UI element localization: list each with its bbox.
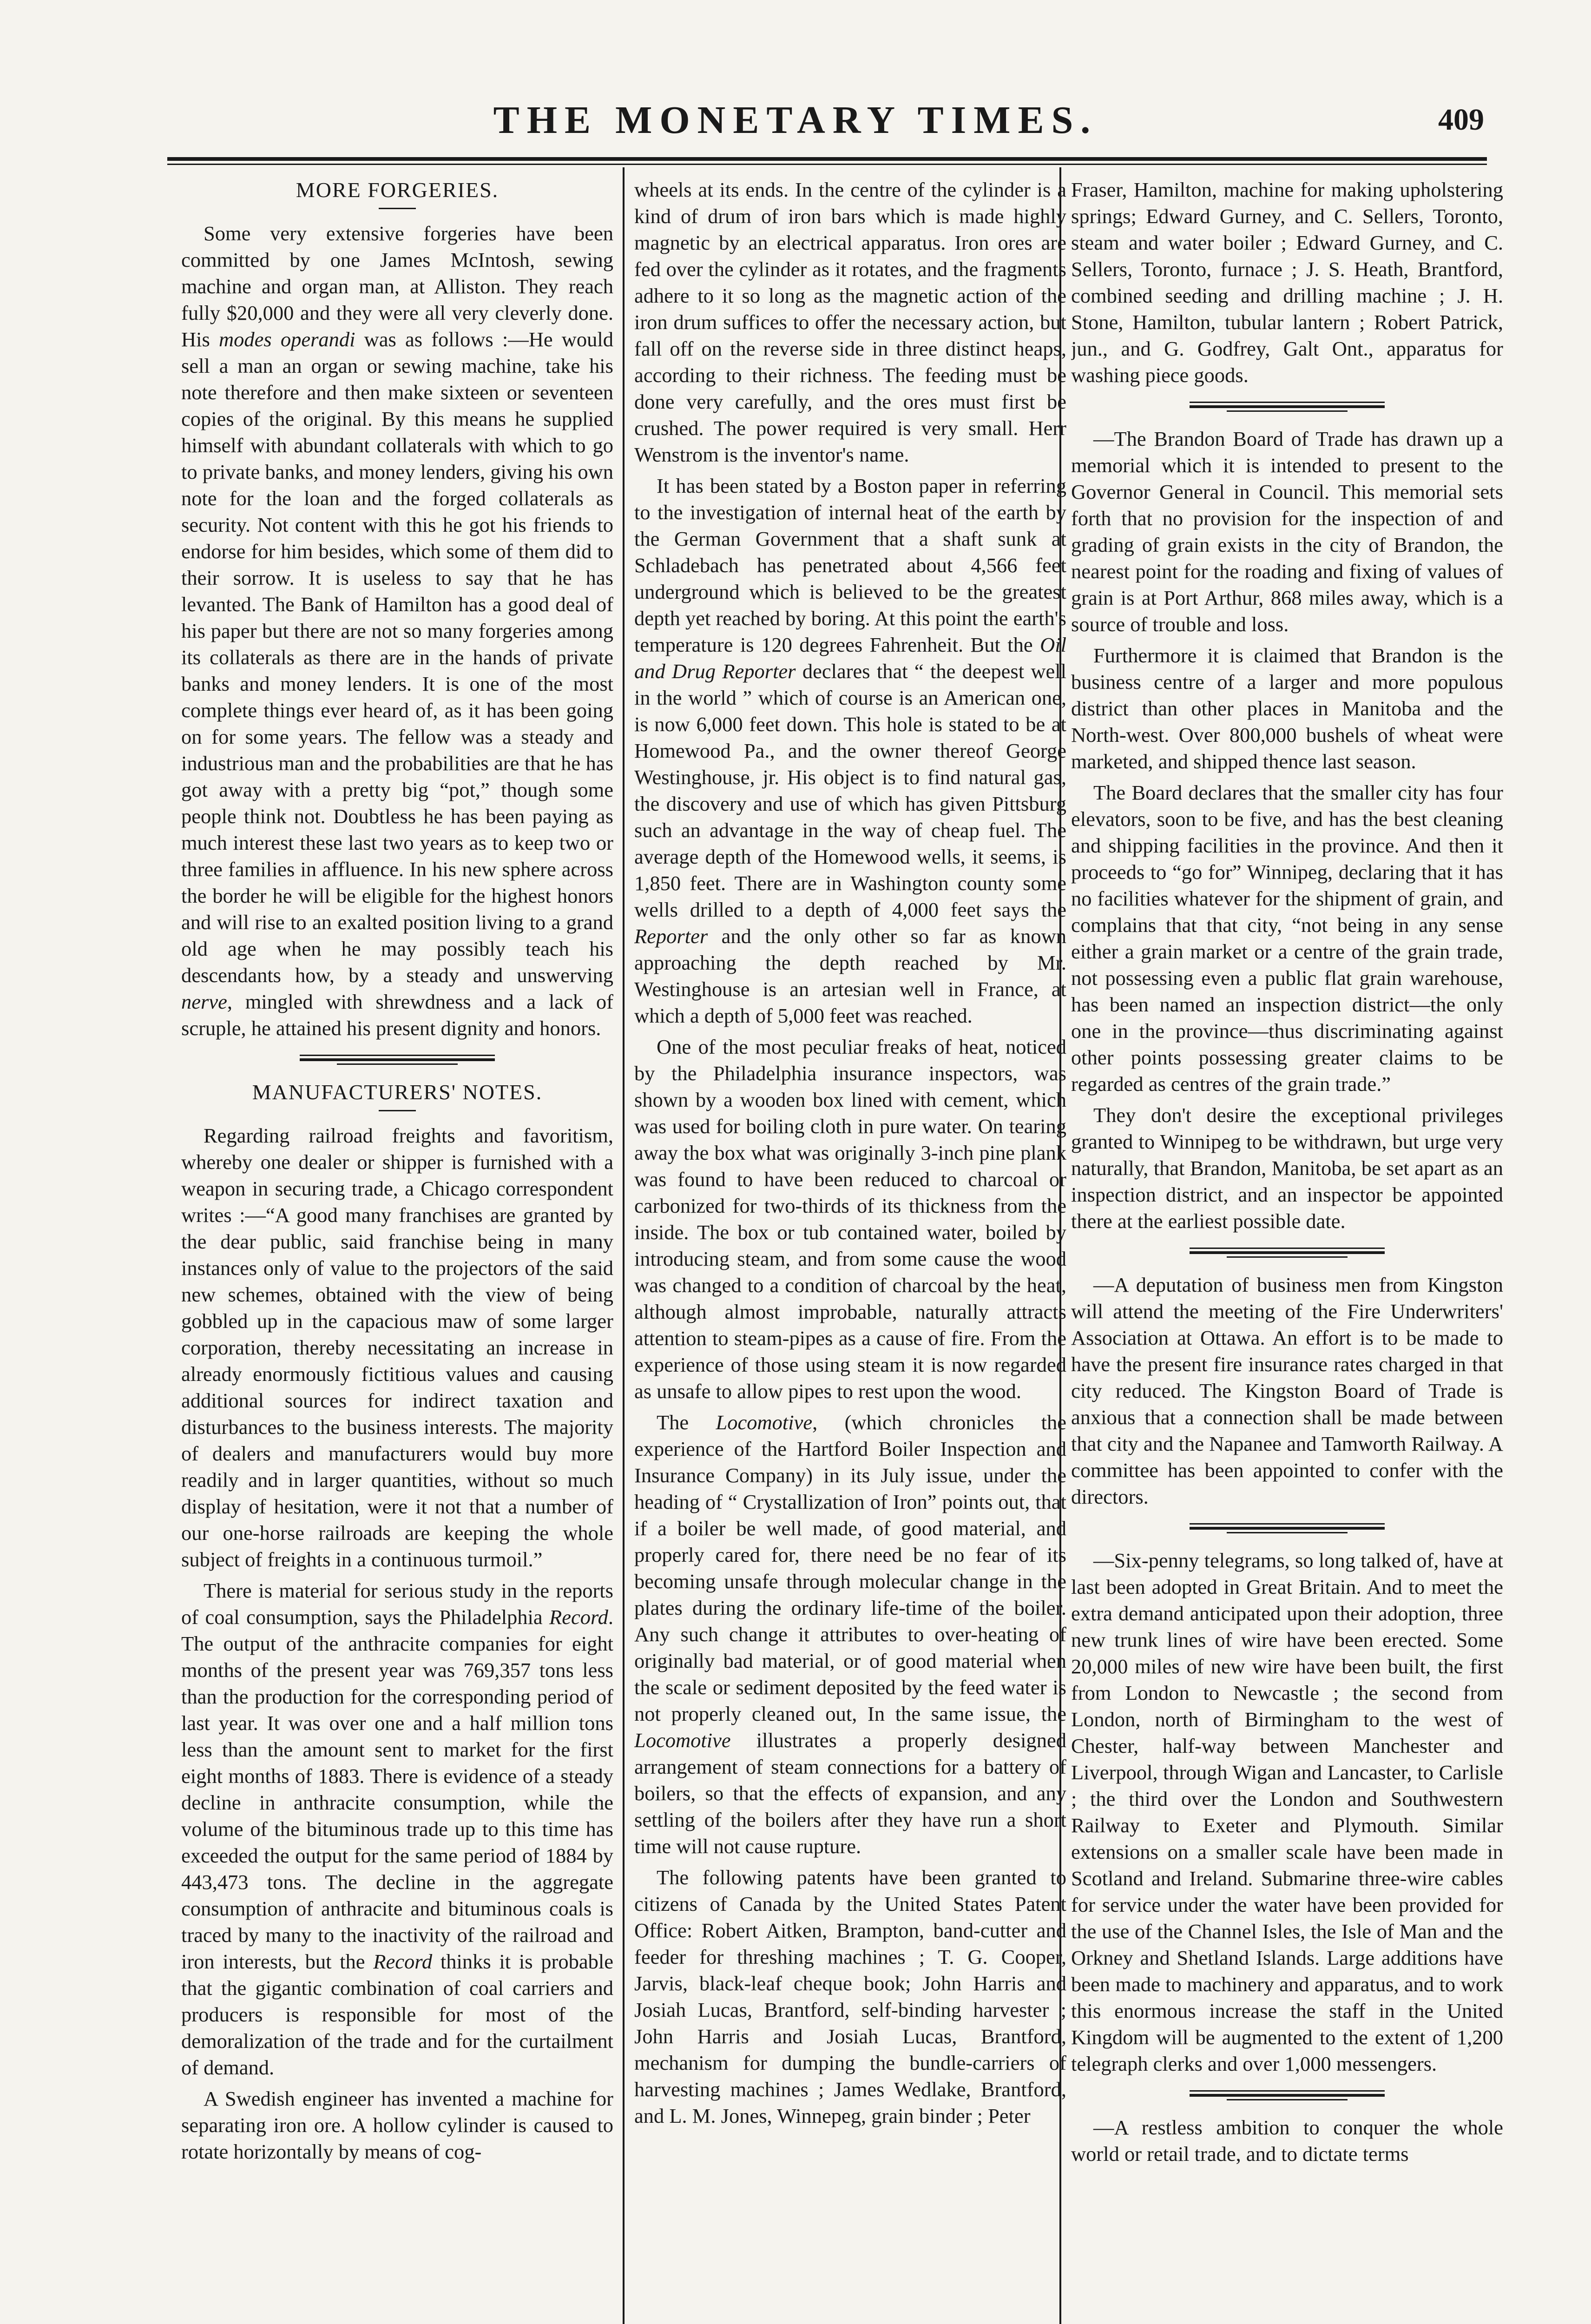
section-divider: [1190, 1523, 1385, 1533]
section-divider: [1190, 2090, 1385, 2100]
article-paragraph: The Locomotive, (which chronicles the experience of the Hartford Boiler Inspection and Insurance Company) in its July issue, under the heading of “ Crystallization of Iron” points out, that if a boiler be well made, of good material, and properly cared for, there need be no fear of its becoming unsafe through molecular change in the plates during the ordinary life-time of the boiler. Any such change it attributes to over-heating of originally bad material, or of good material when the scale or sediment deposited by the feed water is not properly cleaned out, In the same issue, the Locomotive illustrates a properly designed arrangement of steam connections for a battery of boilers, so that the effects of expansion, and any settling of the boilers after they have run a short time will not cause rupture.: [634, 1411, 1066, 1858]
column-1: [181, 177, 613, 2315]
section-divider: [1190, 402, 1385, 412]
column-2: [634, 177, 1066, 2315]
article-paragraph: There is material for serious study in the reports of coal consumption, says the Philadelphia Record. The output of the anthracite companies for eight months of the present year was 769,357 tons less than the production for the corresponding period of last year. It was over one and a half million tons less than the amount sent to market for the first eight months of 1883. There is evidence of a steady decline in anthracite consumption, while the volume of the bituminous trade up to this time has exceeded the output for the same period of 1884 by 443,473 tons. The decline in the aggregate consumption of anthracite and bituminous coals is traced by many to the inactivity of the railroad and iron interests, but the Record thinks it is probable that the gigantic combination of coal carriers and producers is responsible for most of the demoralization of the trade and for the curtailment of demand.: [181, 1579, 613, 2079]
masthead: THE MONETARY TIMES.: [493, 99, 1098, 142]
heading-dash: [379, 208, 416, 209]
article-paragraph: —A restless ambition to conquer the whole world or retail trade, and to dictate terms: [1071, 2116, 1503, 2166]
article-heading: MANUFACTURERS' NOTES.: [252, 1080, 543, 1104]
page-header: [0, 98, 1591, 149]
article-paragraph: Furthermore it is claimed that Brandon is the business centre of a larger and more populous district than other places in Manitoba and the North-west. Over 800,000 bushels of wheat were marketed, and shipped thence last season.: [1071, 644, 1503, 773]
article-paragraph: It has been stated by a Boston paper in referring to the investigation of internal heat of the earth by the German Government that a shaft sunk at Schladebach has penetrated about 4,566 feet underground which is believed to be the greatest depth yet reached by boring. At this point the earth's temperature is 120 degrees Fahrenheit. But the Oil and Drug Reporter declares that “ the deepest well in the world ” which of course is an American one, is now 6,000 feet down. This hole is stated to be at Homewood Pa., and the owner thereof George Westinghouse, jr. His object is to find natural gas, the discovery and use of which has given Pittsburg such an advantage in the way of cheap fuel. The average depth of the Homewood wells, it seems, is 1,850 feet. There are in Washington county some wells drilled to a depth of 4,000 feet says the Reporter and the only other so far as known approaching the depth reached by Mr. Westinghouse is an artesian well in France, at which a depth of 5,000 feet was reached.: [634, 474, 1066, 1027]
header-rule-thin: [167, 164, 1487, 165]
article-paragraph: —The Brandon Board of Trade has drawn up a memorial which it is intended to present to the Governor General in Council. This memorial sets forth that no provision for the inspection of and grading of grain exists in the city of Brandon, the nearest point for the roading and fixing of values of grain is at Port Arthur, 868 miles away, which is a source of trouble and loss.: [1071, 427, 1503, 636]
article-paragraph: They don't desire the exceptional privileges granted to Winnipeg to be withdrawn, but urge very naturally, that Brandon, Manitoba, be set apart as an inspection district, and an inspector be appointed there at the earliest possible date.: [1071, 1103, 1503, 1233]
article-paragraph: wheels at its ends. In the centre of the cylinder is a kind of drum of iron bars which is made highly magnetic by an electrical apparatus. Iron ores are fed over the cylinder as it rotates, and the fragments adhere to it so long as the magnetic action of the iron drum suffices to offer the necessary action, but fall off on the reverse side in three distinct heaps, according to their richness. The feeding must be done very carefully, and the ores must first be crushed. The power required is very small. Herr Wenstrom is the inventor's name.: [634, 178, 1066, 466]
article-paragraph: Some very extensive forgeries have been committed by one James McIntosh, sewing machine and organ man, at Alliston. They reach fully $20,000 and they were all very cleverly done. His modes operandi was as follows :—He would sell a man an organ or sewing machine, take his note therefore and then make sixteen or seventeen copies of the original. By this means he supplied himself with abundant collaterals with which to go to private banks, and money lenders, giving his own note for the loan and the forged collaterals as security. Not content with this he got his friends to endorse for him besides, which some of them did to their sorrow. It is useless to say that he has levanted. The Bank of Hamilton has a good deal of his paper but there are not so many forgeries among its collaterals as there are in the hands of private banks and money lenders. It is one of the most complete things ever heard of, as it has been going on for some years. The fellow was a steady and industrious man and the probabilities are that he has got away with a pretty big “pot,” though some people think not. Doubtless he has been paying as much interest these last two years as to keep two or three families in affluence. In his new sphere across the border he will be eligible for the highest honors and will rise to an exalted position living to a grand old age when he may possibly teach his descendants how, by a steady and unswerving nerve, mingled with shrewdness and a lack of scruple, he attained his present dignity and honors.: [181, 222, 613, 1040]
article-paragraph: One of the most peculiar freaks of heat, noticed by the Philadelphia insurance inspectors, was shown by a wooden box lined with cement, which was used for boiling cloth in pure water. On tearing away the box what was originally 3-inch pine plank was found to have been reduced to charcoal or carbonized for two-thirds of its thickness from the inside. The box or tub contained water, boiled by introducing steam, and from some cause the wood was changed to a condition of charcoal by the heat, although almost improbable, naturally attracts attention to steam-pipes as a cause of fire. From the experience of those using steam it is now regarded as unsafe to allow pipes to rest upon the wood.: [634, 1035, 1066, 1403]
article-paragraph: The following patents have been granted to citizens of Canada by the United States Patent Office: Robert Aitken, Brampton, band-cutter and feeder for threshing machines ; T. G. Cooper, Jarvis, black-leaf cheque book; John Harris and Josiah Lucas, Brantford, self-binding harvester ; John Harris and Josiah Lucas, Brantford, mechanism for dumping the bundle-carriers of harvesting machines ; James Wedlake, Brantford, and L. M. Jones, Winnepeg, grain binder ; Peter: [634, 1866, 1066, 2127]
article-paragraph: Regarding railroad freights and favoritism, whereby one dealer or shipper is furnished with a weapon in securing trade, a Chicago correspondent writes :—“A good many franchises are granted by the dear public, said franchise being in many instances only of value to the projectors of the said new schemes, obtained with the view of being gobbled up in the capacious maw of some larger corporation, thereby necessitating an increase in already enormously fictitious values and causing additional sources for indirect taxation and disturbances to the business interests. The majority of dealers and manufacturers would buy more readily and in larger quantities, without so much display of hesitation, were it not that a number of our one-horse railroads are keeping the whole subject of freights in a continuous turmoil.”: [181, 1124, 613, 1571]
article-heading: MORE FORGERIES.: [296, 178, 499, 202]
column-separator: [623, 167, 625, 2324]
article-paragraph: Fraser, Hamilton, machine for making upholstering springs; Edward Gurney, and C. Sellers, Toronto, steam and water boiler ; Edward Gurney, and C. Sellers, Toronto, furnace ; J. S. Heath, Brantford, combined seeding and drilling machine ; J. H. Stone, Hamilton, tubular lantern ; Robert Patrick, jun., and G. Godfrey, Galt Ont., apparatus for washing piece goods.: [1071, 178, 1503, 387]
article-paragraph: The Board declares that the smaller city has four elevators, soon to be five, and has the best cleaning and shipping facilities in the province. And then it proceeds to “go for” Winnipeg, declaring that it has no facilities whatever for the shipment of grain, and complains that that city, “not being in any sense either a grain market or a centre of the grain trade, not possessing even a public flat grain warehouse, has been named an inspection district—the only one in the province—thus discriminating against other points possessing greater claims to be regarded as centres of the grain trade.”: [1071, 781, 1503, 1096]
article-paragraph: A Swedish engineer has invented a machine for separating iron ore. A hollow cylinder is caused to rotate horizontally by means of cog-: [181, 2087, 613, 2163]
heading-dash: [379, 1110, 416, 1111]
header-rule-thick: [167, 157, 1487, 161]
section-divider: [300, 1055, 495, 1065]
section-divider: [1190, 1248, 1385, 1258]
column-3: [1071, 177, 1503, 2315]
page-number: 409: [1438, 103, 1484, 137]
article-paragraph: —Six-penny telegrams, so long talked of, have at last been adopted in Great Britain. And to meet the extra demand anticipated upon their adoption, three new trunk lines of wire have been erected. Some 20,000 miles of new wire have been built, the first from London to Newcastle ; the second from London, north of Birmingham to the west of Chester, half-way between Manchester and Liverpool, through Wigan and Lancaster, to Carlisle ; the third over the London and Southwestern Railway to Exeter and Plymouth. Similar extensions on a smaller scale have been made in Scotland and Ireland. Submarine three-wire cables for service under the water have been provided for the use of the Channel Isles, the Isle of Man and the Orkney and Shetland Islands. Large additions have been made to machinery and apparatus, and to work this enormous increase the staff in the United Kingdom will be augmented to the extent of 1,200 telegraph clerks and over 1,000 messengers.: [1071, 1549, 1503, 2075]
article-paragraph: —A deputation of business men from Kingston will attend the meeting of the Fire Underwriters' Association at Ottawa. An effort is to be made to have the present fire insurance rates charged in that city reduced. The Kingston Board of Trade is anxious that a connection shall be made between that city and the Napanee and Tamworth Railway. A committee has been appointed to confer with the directors.: [1071, 1273, 1503, 1508]
